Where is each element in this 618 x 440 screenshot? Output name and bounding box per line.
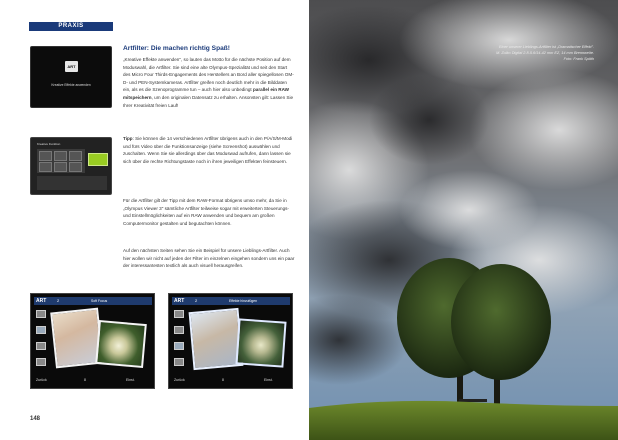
art-number: 2: [57, 298, 60, 303]
bench: [459, 399, 487, 402]
art-label: ART: [36, 298, 47, 304]
menu-cell: [39, 162, 52, 172]
section-tag: PRAXIS: [29, 22, 113, 31]
menu-title: Kreative Funktion: [37, 142, 61, 146]
effect-icon: [174, 342, 184, 350]
paragraph-intro-bold: parallel ein RAW mitspeichern: [123, 87, 289, 100]
filter-icon: [36, 342, 46, 350]
article-heading: Artfilter: Die machen richtig Spaß!: [123, 45, 230, 52]
caption-line-1: Einer unserer Lieblings-Artfilter ist „Dramatischer Effekt".: [498, 45, 594, 49]
menu-cell: [69, 162, 82, 172]
art-label: ART: [174, 298, 185, 304]
screen-caption: Kreative Effekte anwenden: [51, 83, 91, 87]
art-chip: ART: [65, 61, 78, 72]
preview-photo-flower: [95, 320, 147, 368]
filter-icon: [36, 358, 46, 366]
menu-cell: [69, 151, 82, 161]
camera-screen-menu: [30, 137, 112, 195]
tree-crown-right: [451, 264, 551, 380]
paragraph-intro: [123, 56, 295, 109]
menu-highlight-cell: [88, 153, 108, 166]
right-page-photo: [309, 0, 618, 440]
filter-icon: [36, 326, 46, 334]
preview-photo-flower: [235, 318, 286, 367]
menu-grid: [37, 149, 85, 173]
paragraph-tip: [123, 135, 295, 165]
menu-cell: [54, 162, 67, 172]
effect-icon: [174, 358, 184, 366]
grass-hill: [309, 401, 618, 440]
paragraph-outlook: Auf den nächsten Seiten sehen Sie ein Beispiel für unsere Lieblings-Artfilter. Auch hier wollen wir nicht auf jeden der Filter im einzelnen eingehen sondern uns ein paar der interessantesten textlich als auch visuell herausgreifen.: [123, 248, 295, 269]
dramatic-landscape-photo: [309, 0, 618, 440]
settings-label: Einst.: [264, 378, 273, 382]
screen-sidebar: [172, 308, 186, 374]
paragraph-raw: Für die Artfilter gilt der Tipp mit dem RAW-Format übrigens umso mehr, da Sie in „Olympus Viewer 3" sämtliche Artfilter teilweise sogar mit erweiterten Steuerungs- und Einstellmöglichkeiten auf ein RAW anwenden und bequem am großen Computermonitor gestalten und begutachten können.: [123, 198, 289, 226]
paragraph-intro-text: „Kreative Effekte anwenden", so lauten das Motto für die nächste Position auf dem Moduswahl, die Artfilter. Sie sind eine alte Olympus-Spezialität und seit den Start des Micro Four Thirds-Engagements des Herstellers an Bord aller spiegellosen OM-D- und PEN-Systemkameras. Artfilter greifen noch deutlich mehr in die Bilddaten ein, als es die Szenoprogramme tun – auch hier also unbedingt: [123, 57, 294, 93]
photo-caption: [444, 44, 594, 62]
light-cloud: [399, 170, 539, 250]
back-label: Zurück: [174, 378, 185, 382]
back-label: Zurück: [36, 378, 47, 382]
page-number: 148: [30, 416, 41, 422]
mid-label: 8: [84, 378, 86, 382]
screen-bottombar: [172, 377, 290, 385]
screen-sidebar: [34, 308, 48, 374]
caption-line-2: M. Zuiko Digital 2.8-5.6/14-42 mm EZ, 14 mm Brennweite.: [496, 51, 594, 55]
effect-icon: [174, 326, 184, 334]
dark-cloud: [369, 75, 489, 165]
effect-icon: [174, 310, 184, 318]
tip-text: : Sie können die 14 verschiedenen Artfilter übrigens auch in den P/A/S/M-Modi und fürs Video über die Funktionsanzeige (siehe Screenshot) auswählen und zuschalten. Wenn Sie sie allerdings über das Moduswad aufrufen, dann lassen sie sich über die rechte Richtungstaste noch in ihren jeweiligen Effekten feinsteuern.: [123, 136, 293, 164]
menu-cell: [54, 151, 67, 161]
camera-screen-soft-focus: [30, 293, 155, 389]
screen-bottombar: [34, 377, 152, 385]
filter-label: Effekte hinzufügen: [229, 298, 258, 303]
filter-label: Soft Focus: [91, 298, 108, 303]
paragraph-intro-end: , um den originalen Datensatz zu erhalten. Ansonsten gilt: Lassen Sie Ihrer Kreativität freien Lauf!: [123, 94, 294, 108]
tip-label: Tipp: [123, 136, 133, 141]
mid-label: 8: [222, 378, 224, 382]
menu-footer: [37, 176, 107, 190]
camera-screen-effects: [30, 46, 112, 108]
filter-icon: [36, 310, 46, 318]
settings-label: Einst.: [126, 378, 135, 382]
art-number: 2: [195, 298, 198, 303]
menu-cell: [39, 151, 52, 161]
caption-line-3: Foto: Frank Späth: [563, 57, 594, 61]
camera-screen-add-effects: [168, 293, 293, 389]
